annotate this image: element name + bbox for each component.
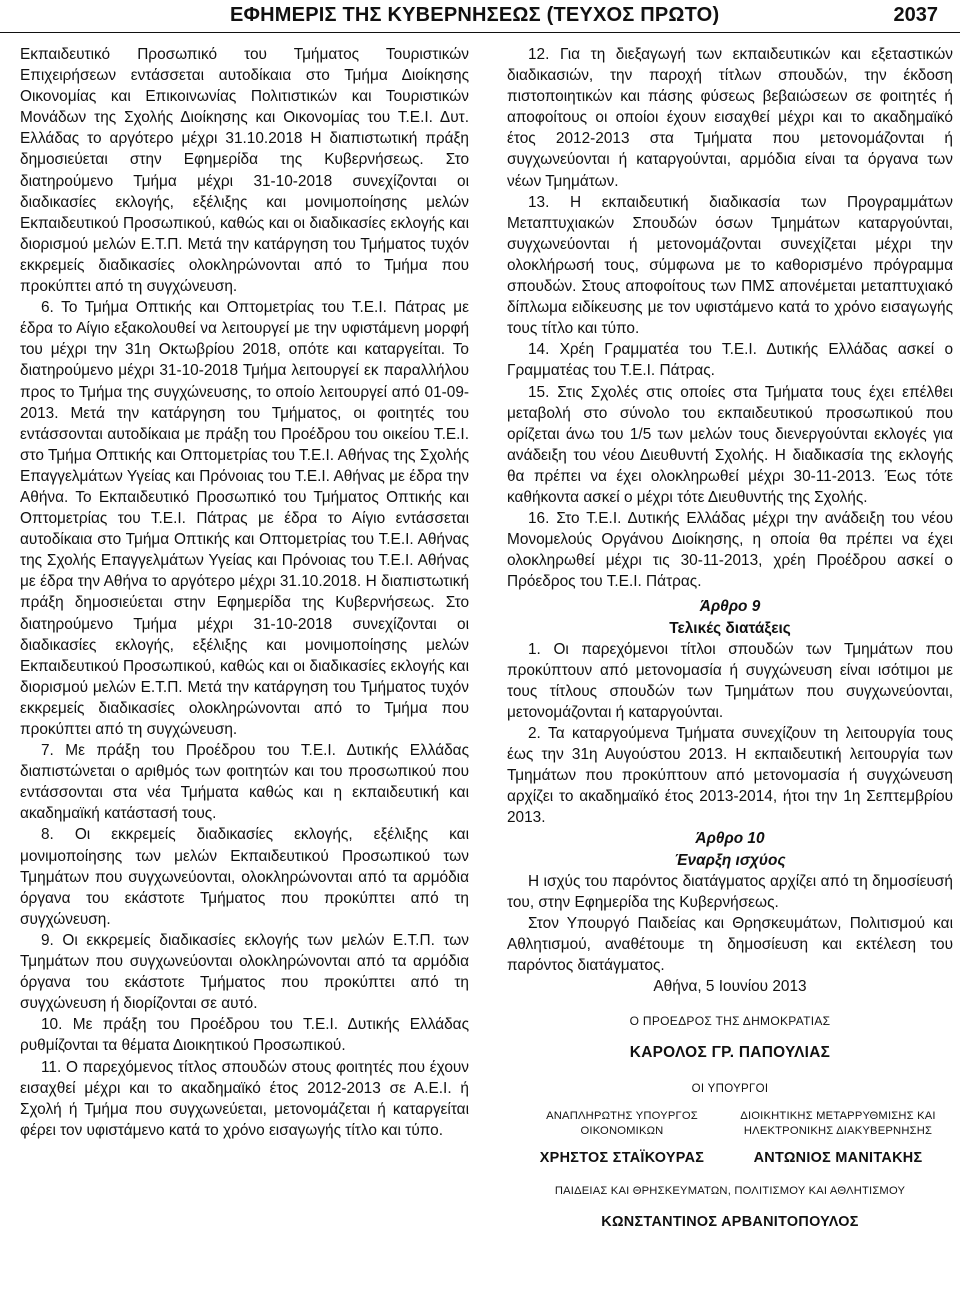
ministers-title: ΟΙ ΥΠΟΥΡΓΟΙ (691, 1083, 769, 1096)
paragraph-12: 12. Για τη διεξαγωγή των εκπαιδευτικών και εξεταστικών διαδικασιών, την παροχή τίτλων σπουδών, την έκδοση πιστοποιητικών και πάσης φύσεως βεβαιώσεων σε φοιτητές ή αποφοίτους οι οποίοι έχουν εισαχθεί μέχρι και το ακαδημαϊκό έτος 2012-2013 στα Τμήματα που μετονομάζονται ή συγχωνεύονται ή καταργούνται, αρμόδια είναι τα όργανα των νέων Τμημάτων. (507, 46, 953, 190)
paragraph-13: 13. Η εκπαιδευτική διαδικασία των Προγραμμάτων Μεταπτυχιακών Σπουδών όσων Τμημάτων καταργούνται, συγχωνεύονται ή μετονομάζονται συνεχίζεται μέχρι την ολοκλήρωσή τους, σύμφωνα με το καθορισμένο πρόγραμμα σπουδών. Στους αποφοίτους των ΠΜΣ απονέμεται μεταπτυχιακό δίπλωμα ειδίκευσης με τον υφιστάμενο κατά το χρόνο εισαγωγής τους τίτλο και τύπο. (507, 193, 953, 338)
paragraph-8: 8. Οι εκκρεμείς διαδικασίες εκλογής, εξέλιξης και μονιμοποίησης των μελών Εκπαιδευτικού Προσωπικού των Τμημάτων που συγχωνεύονται, ολοκληρώνονται από τα αρμόδια όργανα του εκάστοτε Τμήματος που προκύπτει από τη συγχώνευση. (20, 826, 469, 928)
signatures-block (507, 1011, 953, 1230)
paragraph-15: 15. Στις Σχολές στις οποίες στα Τμήματα τους έχει επέλθει μεταβολή στο σύνολο του εκπαιδευτικού προσωπικού που ορίζεται άνω του 1/5 των μελών τους διενεργούνται εκλογές για ανάδειξη του νέου Διευθυντή Σχολής. Η διαδικασία της εκλογής θα πρέπει να έχει ολοκληρωθεί μέχρι 30-11-2013. Έως τότε καθήκοντα ασκεί ο μέχρι τότε Διευθυντής της Σχολής. (507, 383, 953, 506)
president-name: ΚΑΡΟΛΟΣ ΓΡ. ΠΑΠΟΥΛΙΑΣ (629, 1044, 831, 1062)
minister-1 (517, 1109, 727, 1166)
header-rule (0, 32, 960, 33)
paragraph-9: 9. Οι εκκρεμείς διαδικασίες εκλογής των μελών Ε.Τ.Π. των Τμημάτων που συγχωνεύονται ολοκληρώνονται από τα αρμόδια όργανα του εκάστοτε Τμήματος που προκύπτει από τη συγχώνευση ή διορίζονται σε αυτό. (20, 931, 469, 1013)
minister-2-title: ΔΙΟΙΚΗΤΙΚΗΣ ΜΕΤΑΡΡΥΘΜΙΣΗΣ ΚΑΙ ΗΛΕΚΤΡΟΝΙΚΗΣ ΔΙΑΚΥΒΕΡΝΗΣΗΣ (740, 1109, 936, 1137)
article-10-title: Άρθρο 10 (695, 830, 765, 848)
article-10-paragraph-2: Στον Υπουργό Παιδείας και Θρησκευμάτων, Πολιτισμού και Αθλητισμού, αναθέτουμε τη δημοσίευση και εκτέλεση του παρόντος διατάγματος. (507, 914, 953, 975)
article-9-subtitle: Τελικές διατάξεις (669, 619, 791, 637)
president-title: Ο ΠΡΟΕΔΡΟΣ ΤΗΣ ΔΗΜΟΚΡΑΤΙΑΣ (629, 1014, 831, 1029)
minister-3-title: ΠΑΙΔΕΙΑΣ ΚΑΙ ΘΡΗΣΚΕΥΜΑΤΩΝ, ΠΟΛΙΤΙΣΜΟΥ ΚΑΙ ΑΘΛΗΤΙΣΜΟΥ (554, 1184, 906, 1197)
paragraph-14: 14. Χρέη Γραμματέα του Τ.Ε.Ι. Δυτικής Ελλάδας ασκεί ο Γραμματέας του Τ.Ε.Ι. Πάτρας. (507, 341, 953, 380)
place-date: Αθήνα, 5 Ιουνίου 2013 (653, 978, 807, 996)
right-column (507, 44, 953, 1230)
article-9-title: Άρθρο 9 (699, 598, 761, 616)
article-9-paragraph-2: 2. Τα καταργούμενα Τμήματα συνεχίζουν τη λειτουργία τους έως την 31η Αυγούστου 2013. Η εκπαιδευτική λειτουργία των Τμημάτων που προκύπτουν από μετονομασία ή συγχώνευση αρχίζει το ακαδημαϊκό έτος 2013-2014, ήτοι την 1η Σεπτεμβρίου 2013. (507, 725, 953, 827)
minister-2 (733, 1109, 943, 1166)
minister-1-name: ΧΡΗΣΤΟΣ ΣΤΑΪΚΟΥΡΑΣ (539, 1149, 705, 1166)
minister-2-name: ΑΝΤΩΝΙΟΣ ΜΑΝΙΤΑΚΗΣ (753, 1149, 923, 1166)
left-column (20, 44, 469, 1141)
paragraph-16: 16. Στο Τ.Ε.Ι. Δυτικής Ελλάδας μέχρι την ανάδειξη του νέου Μονομελούς Οργάνου Διοίκησης, η οποία θα πρέπει να έχει ολοκληρωθεί μέχρι τις 30-11-2013, χρέη Προέδρου ασκεί ο Πρόεδρος του Τ.Ε.Ι. Πάτρας. (507, 510, 953, 591)
page-header (20, 4, 938, 30)
article-10-paragraph-1: Η ισχύς του παρόντος διατάγματος αρχίζει από τη δημοσίευσή του, στην Εφημερίδα της Κυβερνήσεως. (507, 872, 953, 911)
minister-1-title: ΑΝΑΠΛΗΡΩΤΗΣ ΥΠΟΥΡΓΟΣ ΟΙΚΟΝΟΜΙΚΩΝ (546, 1109, 698, 1137)
ministers-row (507, 1109, 953, 1181)
page-number: 2037 (893, 4, 938, 26)
article-10-subtitle: Έναρξη ισχύος (674, 851, 786, 869)
minister-3-name: ΚΩΝΣΤΑΝΤΙΝΟΣ ΑΡΒΑΝΙΤΟΠΟΥΛΟΣ (601, 1213, 859, 1230)
paragraph-10: 10. Με πράξη του Προέδρου του Τ.Ε.Ι. Δυτικής Ελλάδας ρυθμίζονται τα θέματα Διοικητικού Προσωπικού. (20, 1016, 469, 1055)
paragraph-continuation: Εκπαιδευτικό Προσωπικό του Τμήματος Τουριστικών Επιχειρήσεων εντάσσεται αυτοδίκαια στο Τμήμα Διοίκησης Οικονομίας και Επικοινωνίας Πολιτιστικών και Τουριστικών Μονάδων της Σχολής Διοίκησης και Οικονομίας του Τ.Ε.Ι. Δυτ. Ελλάδας το αργότερο μέχρι 31.10.2018 Η διαπιστωτική πράξη δημοσιεύεται στην Εφημερίδα της Κυβερνήσεως. Στο διατηρούμενο Τμήμα μέχρι 31-10-2018 συνεχίζονται οι διαδικασίες εκλογής, εξέλιξης και μονιμοποίησης μελών Εκπαιδευτικού Προσωπικού, καθώς και οι διαδικασίες εκλογής και διορισμού μελών Ε.Τ.Π. Μετά την κατάργηση του Τμήματος τυχόν εκκρεμείς διαδικασίες ολοκληρώνονται από το Τμήμα που προκύπτει από τη συγχώνευση. (20, 46, 469, 296)
paragraph-6: 6. Το Τμήμα Οπτικής και Οπτομετρίας του Τ.Ε.Ι. Πάτρας με έδρα το Αίγιο εξακολουθεί να λειτουργεί με την υφιστάμενη μορφή του μέχρι την 31η Οκτωβρίου 2018, οπότε και καταργείται. Το διατηρούμενο μέχρι 31-10-2018 Τμήμα λειτουργεί εκ παραλλήλου προς το Τμήμα της συγχώνευσης, το οποίο λειτουργεί από 01-09-2013. Μετά την κατάργηση του Τμήματος, οι φοιτητές του εντάσσονται αυτοδίκαια με πράξη του Προέδρου του οικείου Τ.Ε.Ι. στο Τμήμα Οπτικής και Οπτομετρίας του Τ.Ε.Ι. Αθήνας της Σχολής Επαγγελμάτων Υγείας και Πρόνοιας του Τ.Ε.Ι. Αθήνας με έδρα την Αθήνα. Το Εκπαιδευτικό Προσωπικό του Τμήματος Οπτικής και Οπτομετρίας του Τ.Ε.Ι. Πάτρας με έδρα το Αίγιο εντάσσεται αυτοδίκαια στο Τμήμα Οπτικής και Οπτομετρίας του Τ.Ε.Ι. Αθήνας της Σχολής Επαγγελμάτων Υγείας και Πρόνοιας του Τ.Ε.Ι. Αθήνας με έδρα την Αθήνα το αργότερο μέχρι 31.10.2018. Η διαπιστωτική πράξη δημοσιεύεται στην Εφημερίδα της Κυβερνήσεως. Στο διατηρούμενο Τμήμα μέχρι 31-10-2018 συνεχίζονται οι διαδικασίες εκλογής, εξέλιξης και μονιμοποίησης μελών Εκπαιδευτικού Προσωπικού, καθώς και οι διαδικασίες εκλογής και διορισμού μελών Ε.Τ.Π. Μετά την κατάργηση του Τμήματος τυχόν εκκρεμείς διαδικασίες ολοκληρώνονται από το Τμήμα που προκύπτει από τη συγχώνευση. (20, 299, 469, 738)
article-9-paragraph-1: 1. Οι παρεχόμενοι τίτλοι σπουδών των Τμημάτων που προκύπτουν από μετονομασία ή συγχώνευση είναι ισότιμοι με τους τίτλους σπουδών των Τμημάτων που συγχωνεύονται, μετονομάζονται ή καταργούνται. (507, 640, 953, 721)
paragraph-7: 7. Με πράξη του Προέδρου του Τ.Ε.Ι. Δυτικής Ελλάδας διαπιστώνεται ο αριθμός των φοιτητών και του προσωπικού που εντάσσονται στα νέα Τμήματα καθώς και η εκπαιδευτική και ακαδημαϊκή κατάστασή τους. (20, 742, 469, 823)
paragraph-11: 11. Ο παρεχόμενος τίτλος σπουδών στους φοιτητές που έχουν εισαχθεί μέχρι και το ακαδημαϊκό έτος 2012-2013 σε Α.Ε.Ι. ή Σχολή ή Τμήμα που συγχωνεύεται, μετονομάζεται ή καταργείται φέρει τον υφιστάμενο κατά το χρόνο εισαγωγής τίτλο και τύπο. (20, 1058, 469, 1139)
gazette-title: ΕΦΗΜΕΡΙΣ ΤΗΣ ΚΥΒΕΡΝΗΣΕΩΣ (ΤΕΥΧΟΣ ΠΡΩΤΟ) (230, 4, 720, 26)
